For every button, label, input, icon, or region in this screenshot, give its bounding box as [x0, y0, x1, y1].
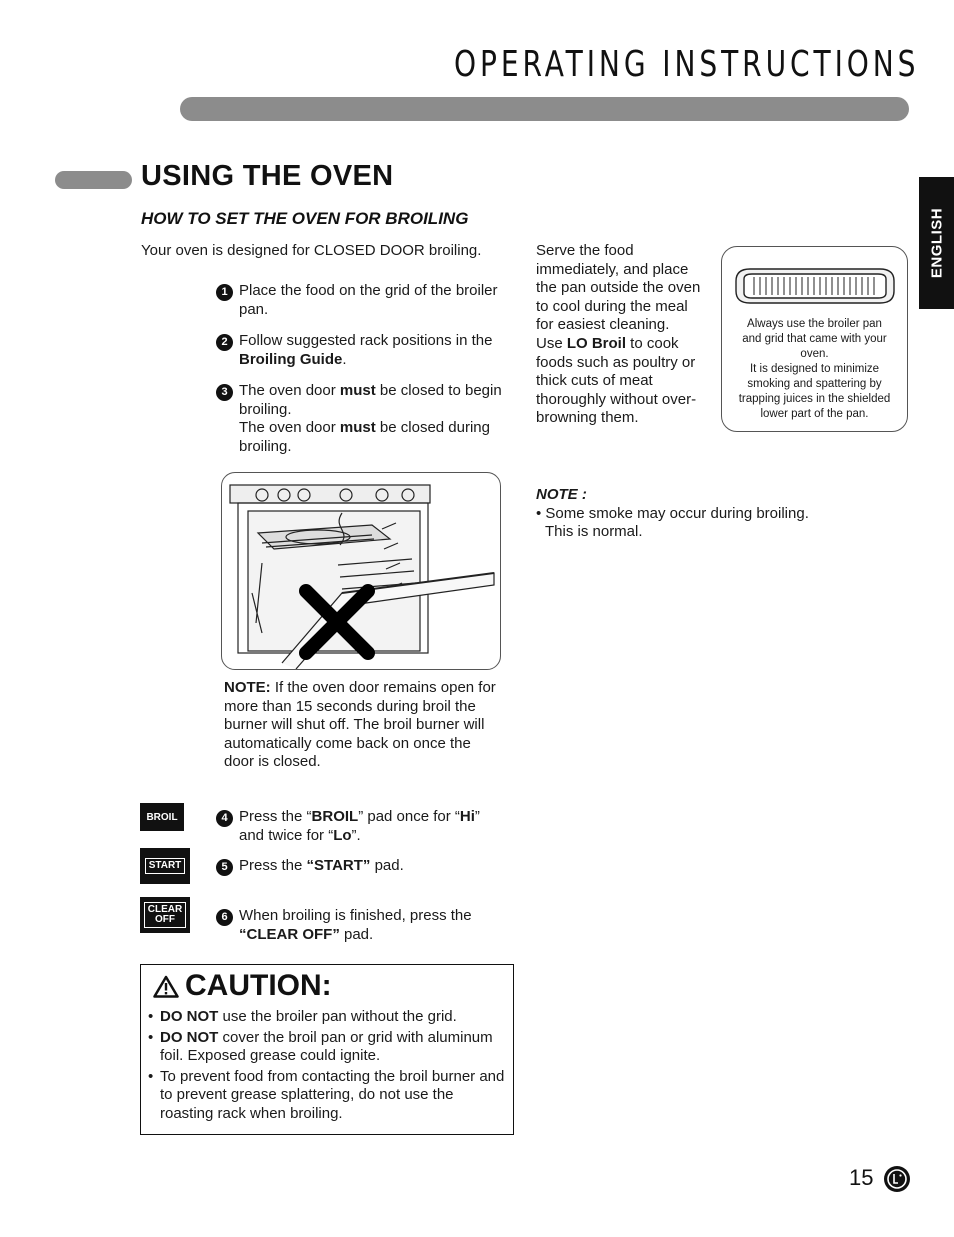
section-pill	[55, 171, 132, 189]
lg-logo	[884, 1166, 910, 1192]
step-text: Place the food on the grid of the broiler pan.	[239, 282, 498, 318]
step-5	[216, 857, 516, 876]
page-number: 15	[849, 1165, 874, 1190]
caution-item: • DO NOT use the broiler pan without the grid.	[148, 1008, 508, 1027]
step-number: 1	[216, 284, 233, 301]
step-2	[216, 332, 506, 369]
broiler-pan-callout	[721, 246, 908, 432]
step-number: 2	[216, 334, 233, 351]
subsection-title: HOW TO SET THE OVEN FOR BROILING	[141, 209, 469, 228]
caution-item: • To prevent food from contacting the broil burner and to prevent grease splattering, do not use the roasting rack when broiling.	[148, 1068, 508, 1124]
step-text: When broiling is finished, press the “CLEAR OFF” pad.	[239, 907, 472, 943]
start-pad-icon: START	[140, 848, 190, 884]
door-open-note: NOTE: If the oven door remains open for more than 15 seconds during broil the burner will shut off. The broil burner will automatically come back on once the door is closed.	[224, 679, 496, 771]
step-text: Follow suggested rack positions in the Broiling Guide.	[239, 332, 493, 368]
warning-icon	[153, 975, 179, 998]
intro-text: Your oven is designed for CLOSED DOOR broiling.	[141, 242, 482, 259]
broiler-pan-caption: Always use the broiler pan and grid that came with your oven. It is designed to minimize smoking and spattering by trapping juices in the shielded lower part of the pan.	[738, 318, 891, 420]
step-number: 5	[216, 859, 233, 876]
step-4	[216, 808, 506, 845]
step-1	[216, 282, 516, 319]
serving-text: Serve the food immediately, and place the pan outside the oven to cool during the meal for easiest cleaning. Use LO Broil to cook foods such as poultry or thick cuts of meat thoroughly without over-browning them.	[536, 242, 701, 427]
language-tab	[919, 177, 954, 309]
step-number: 3	[216, 384, 233, 401]
clear-off-pad-icon: CLEAR OFF	[140, 897, 190, 933]
header-bar	[180, 97, 909, 121]
smoke-note: NOTE : • Some smoke may occur during broiling. This is normal.	[536, 486, 809, 541]
page-header-title: OPERATING INSTRUCTIONS	[454, 44, 920, 85]
section-title: USING THE OVEN	[141, 160, 394, 192]
caution-heading: CAUTION:	[153, 969, 332, 1003]
caution-item: • DO NOT cover the broil pan or grid with aluminum foil. Exposed grease could ignite.	[148, 1029, 508, 1066]
step-6	[216, 907, 476, 944]
broil-pad-icon: BROIL	[140, 803, 184, 831]
step-number: 6	[216, 909, 233, 926]
step-text: The oven door must be closed to begin broiling. The oven door must be closed during broiling.	[239, 382, 502, 455]
step-text: Press the “BROIL” pad once for “Hi” and twice for “Lo”.	[239, 808, 480, 844]
step-text: Press the “START” pad.	[239, 857, 404, 874]
step-3	[216, 382, 516, 456]
language-tab-label: ENGLISH	[928, 207, 945, 279]
broiler-pan-illustration	[732, 263, 898, 309]
caution-box	[140, 964, 514, 1135]
oven-door-open-illustration	[221, 472, 501, 670]
step-number: 4	[216, 810, 233, 827]
